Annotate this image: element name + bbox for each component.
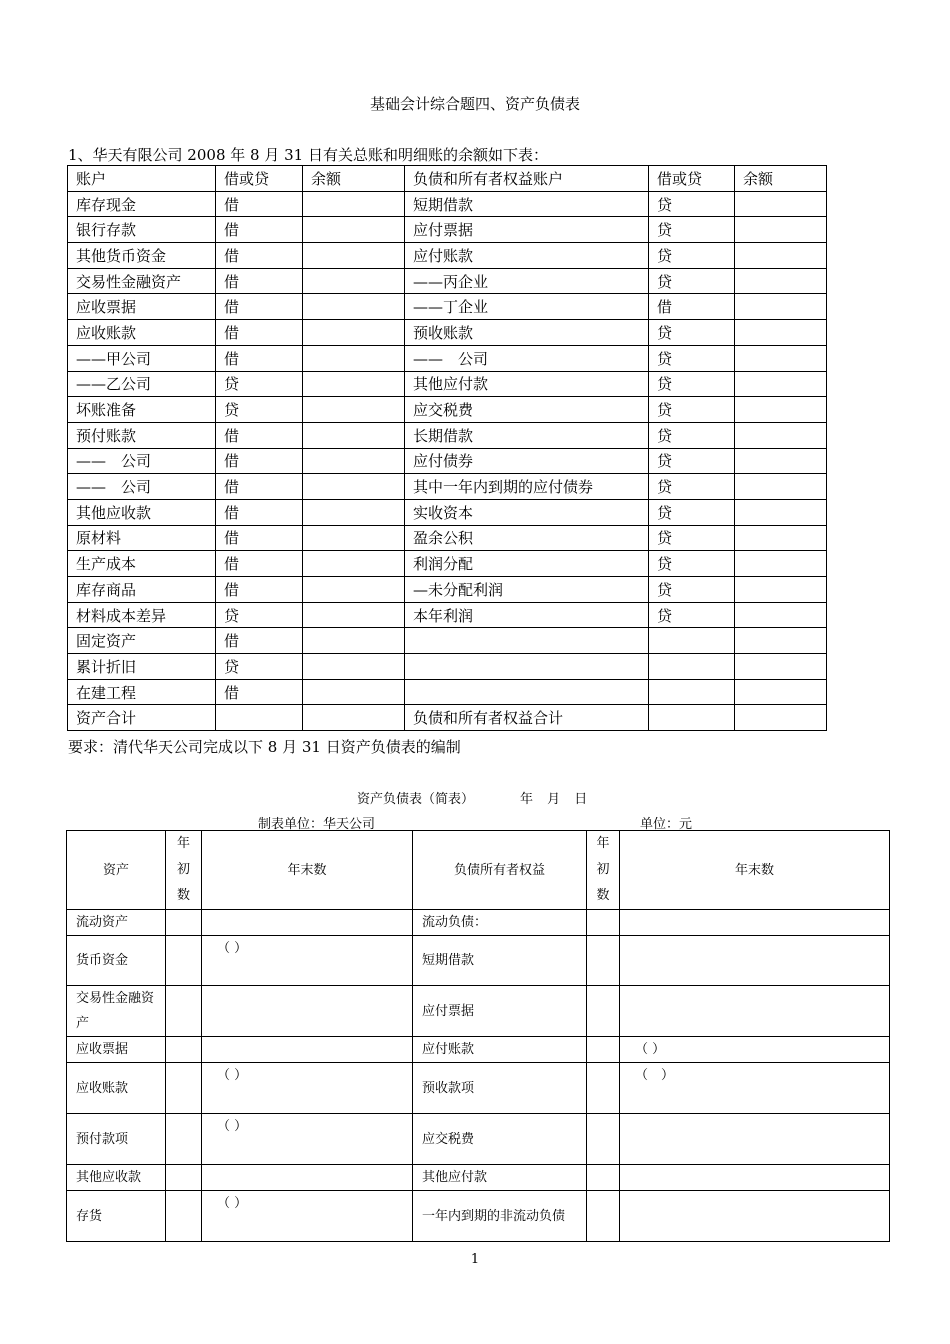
balance-sheet-row — [67, 936, 890, 986]
ledger-liability-account: 预收账款 — [405, 320, 649, 346]
ledger-liability-balance — [735, 191, 827, 217]
bs-asset-end — [202, 936, 413, 986]
ledger-liability-dc: 贷 — [649, 243, 735, 269]
ledger-asset-balance — [303, 243, 405, 269]
balance-sheet-row — [67, 1063, 890, 1114]
bs-liability-end-paren: （ ） — [635, 1042, 666, 1057]
ledger-asset-balance — [303, 294, 405, 320]
ledger-asset-balance — [303, 705, 405, 731]
bs-asset-item: 交易性金融资产 — [67, 986, 166, 1037]
ledger-liability-account: 应付票据 — [405, 217, 649, 243]
ledger-asset-account: ——乙公司 — [68, 371, 216, 397]
ledger-asset-dc: 借 — [216, 448, 303, 474]
ledger-liability-account: 盈余公积 — [405, 525, 649, 551]
vertical-header-text: 年 初 数 — [596, 836, 610, 903]
ledger-asset-account: 应收票据 — [68, 294, 216, 320]
ledger-asset-dc: 借 — [216, 577, 303, 603]
ledger-asset-account: 资产合计 — [68, 705, 216, 731]
ledger-liability-dc — [649, 705, 735, 731]
ledger-asset-dc: 借 — [216, 422, 303, 448]
ledger-liability-dc: 贷 — [649, 345, 735, 371]
header-liabilities: 负债所有者权益 — [413, 831, 587, 910]
ledger-liability-dc: 贷 — [649, 217, 735, 243]
bs-asset-end — [202, 1191, 413, 1242]
bs-asset-begin — [166, 1037, 202, 1063]
ledger-row — [68, 371, 827, 397]
intro-text: 1、华天有限公司 2008 年 8 月 31 日有关总账和明细账的余额如下表： — [68, 146, 548, 164]
ledger-row — [68, 577, 827, 603]
ledger-asset-dc: 借 — [216, 679, 303, 705]
ledger-asset-balance — [303, 191, 405, 217]
bs-asset-end — [202, 986, 413, 1037]
ledger-liability-account: 其中一年内到期的应付债券 — [405, 474, 649, 500]
bs-liability-begin — [587, 1191, 620, 1242]
ledger-asset-dc: 借 — [216, 345, 303, 371]
ledger-liability-dc: 贷 — [649, 397, 735, 423]
bs-liability-end — [620, 1191, 890, 1242]
ledger-asset-account: 累计折旧 — [68, 654, 216, 680]
ledger-row — [68, 268, 827, 294]
bs-liability-end — [620, 986, 890, 1037]
ledger-asset-account: 其他应收款 — [68, 499, 216, 525]
ledger-liability-balance — [735, 320, 827, 346]
ledger-asset-account: 坏账准备 — [68, 397, 216, 423]
ledger-liability-account: —— 公司 — [405, 345, 649, 371]
ledger-row — [68, 294, 827, 320]
ledger-asset-account: 交易性金融资产 — [68, 268, 216, 294]
ledger-liability-balance — [735, 397, 827, 423]
ledger-asset-dc: 借 — [216, 551, 303, 577]
page-title: 基础会计综合题四、资产负债表 — [369, 95, 580, 113]
ledger-liability-balance — [735, 294, 827, 320]
bs-liability-end-paren: （ ） — [635, 1068, 675, 1083]
ledger-liability-account: 应交税费 — [405, 397, 649, 423]
bs-liability-begin — [587, 1037, 620, 1063]
ledger-asset-dc: 贷 — [216, 397, 303, 423]
ledger-liability-dc: 贷 — [649, 577, 735, 603]
header-assets: 资产 — [67, 831, 166, 910]
balance-sheet-date: 年 月 日 — [520, 792, 588, 807]
ledger-liability-dc: 贷 — [649, 422, 735, 448]
ledger-liability-account: ——丙企业 — [405, 268, 649, 294]
ledger-asset-balance — [303, 628, 405, 654]
ledger-liability-dc — [649, 628, 735, 654]
balance-sheet-row — [67, 1165, 890, 1191]
ledger-asset-balance — [303, 320, 405, 346]
ledger-liability-dc: 贷 — [649, 191, 735, 217]
bs-asset-item: 货币资金 — [67, 936, 166, 986]
balance-sheet-table — [66, 830, 890, 1242]
ledger-asset-account: 生产成本 — [68, 551, 216, 577]
bs-asset-item: 应收账款 — [67, 1063, 166, 1114]
bs-asset-begin — [166, 1114, 202, 1165]
ledger-liability-balance — [735, 602, 827, 628]
bs-liability-item: 短期借款 — [413, 936, 587, 986]
ledger-liability-balance — [735, 422, 827, 448]
ledger-asset-account: 材料成本差异 — [68, 602, 216, 628]
ledger-asset-account: ——甲公司 — [68, 345, 216, 371]
bs-asset-item: 其他应收款 — [67, 1165, 166, 1191]
ledger-liability-dc: 贷 — [649, 448, 735, 474]
ledger-liability-account: ——丁企业 — [405, 294, 649, 320]
ledger-row — [68, 217, 827, 243]
balance-sheet-row — [67, 1191, 890, 1242]
ledger-asset-balance — [303, 679, 405, 705]
requirement-text: 要求：清代华天公司完成以下 8 月 31 日资产负债表的编制 — [68, 738, 461, 756]
ledger-asset-balance — [303, 525, 405, 551]
bs-liability-begin — [587, 986, 620, 1037]
bs-asset-begin — [166, 936, 202, 986]
bs-liability-item: 一年内到期的非流动负债 — [413, 1191, 587, 1242]
ledger-asset-dc: 借 — [216, 217, 303, 243]
ledger-asset-dc: 借 — [216, 320, 303, 346]
bs-asset-end — [202, 1063, 413, 1114]
ledger-row — [68, 191, 827, 217]
ledger-liability-balance — [735, 705, 827, 731]
ledger-header-cell: 账户 — [68, 166, 216, 192]
ledger-asset-account: —— 公司 — [68, 474, 216, 500]
ledger-table — [67, 165, 827, 731]
preparer-unit: 制表单位：华天公司 — [258, 817, 376, 832]
ledger-liability-account — [405, 654, 649, 680]
balance-sheet-row — [67, 1114, 890, 1165]
ledger-liability-account: 利润分配 — [405, 551, 649, 577]
bs-asset-end-paren: （ ） — [217, 1068, 248, 1083]
ledger-asset-account: —— 公司 — [68, 448, 216, 474]
ledger-liability-account: 长期借款 — [405, 422, 649, 448]
ledger-header-cell: 余额 — [303, 166, 405, 192]
ledger-asset-dc — [216, 705, 303, 731]
ledger-asset-dc: 借 — [216, 474, 303, 500]
ledger-asset-dc: 贷 — [216, 602, 303, 628]
header-begin-liab — [587, 831, 620, 910]
bs-liability-end — [620, 1165, 890, 1191]
ledger-liability-balance — [735, 243, 827, 269]
ledger-liability-account: —未分配利润 — [405, 577, 649, 603]
ledger-asset-balance — [303, 654, 405, 680]
bs-liability-begin — [587, 910, 620, 936]
ledger-liability-dc — [649, 654, 735, 680]
ledger-liability-balance — [735, 268, 827, 294]
ledger-liability-balance — [735, 628, 827, 654]
ledger-header-cell: 借或贷 — [649, 166, 735, 192]
ledger-row — [68, 679, 827, 705]
bs-liability-item: 其他应付款 — [413, 1165, 587, 1191]
ledger-asset-dc: 贷 — [216, 371, 303, 397]
ledger-asset-dc: 借 — [216, 243, 303, 269]
ledger-liability-balance — [735, 371, 827, 397]
ledger-liability-account: 应付账款 — [405, 243, 649, 269]
ledger-asset-account: 银行存款 — [68, 217, 216, 243]
ledger-header-row — [68, 166, 827, 192]
ledger-liability-balance — [735, 345, 827, 371]
bs-liability-item: 流动负债： — [413, 910, 587, 936]
ledger-liability-balance — [735, 448, 827, 474]
ledger-liability-dc: 贷 — [649, 602, 735, 628]
ledger-asset-account: 库存商品 — [68, 577, 216, 603]
bs-asset-begin — [166, 1165, 202, 1191]
ledger-row — [68, 654, 827, 680]
ledger-liability-account — [405, 628, 649, 654]
bs-asset-end-paren: （ ） — [217, 1119, 248, 1134]
ledger-asset-dc: 借 — [216, 268, 303, 294]
bs-asset-begin — [166, 1191, 202, 1242]
page-number: 1 — [470, 1252, 480, 1267]
ledger-header-cell: 余额 — [735, 166, 827, 192]
ledger-liability-dc: 贷 — [649, 551, 735, 577]
ledger-liability-dc: 贷 — [649, 499, 735, 525]
ledger-liability-balance — [735, 577, 827, 603]
ledger-liability-balance — [735, 217, 827, 243]
ledger-asset-balance — [303, 345, 405, 371]
balance-sheet-row — [67, 1037, 890, 1063]
ledger-asset-account: 原材料 — [68, 525, 216, 551]
ledger-header-cell: 借或贷 — [216, 166, 303, 192]
ledger-asset-account: 其他货币资金 — [68, 243, 216, 269]
balance-sheet-row — [67, 910, 890, 936]
ledger-row — [68, 474, 827, 500]
ledger-asset-balance — [303, 577, 405, 603]
ledger-asset-dc: 借 — [216, 628, 303, 654]
ledger-liability-balance — [735, 525, 827, 551]
bs-asset-item: 存货 — [67, 1191, 166, 1242]
ledger-liability-dc: 贷 — [649, 474, 735, 500]
bs-liability-begin — [587, 936, 620, 986]
bs-asset-end-paren: （ ） — [217, 941, 248, 956]
ledger-liability-account: 短期借款 — [405, 191, 649, 217]
ledger-asset-balance — [303, 551, 405, 577]
ledger-asset-account: 应收账款 — [68, 320, 216, 346]
ledger-asset-balance — [303, 371, 405, 397]
bs-asset-end — [202, 1037, 413, 1063]
ledger-liability-balance — [735, 551, 827, 577]
bs-liability-end — [620, 1037, 890, 1063]
ledger-header-cell: 负债和所有者权益账户 — [405, 166, 649, 192]
ledger-asset-balance — [303, 422, 405, 448]
ledger-row — [68, 422, 827, 448]
bs-asset-end — [202, 910, 413, 936]
ledger-liability-dc: 贷 — [649, 525, 735, 551]
vertical-header-text: 年 初 数 — [176, 836, 190, 903]
ledger-asset-dc: 借 — [216, 294, 303, 320]
ledger-row — [68, 628, 827, 654]
bs-asset-end-paren: （ ） — [217, 1196, 248, 1211]
money-unit: 单位：元 — [640, 817, 693, 832]
ledger-liability-dc: 贷 — [649, 371, 735, 397]
bs-asset-begin — [166, 986, 202, 1037]
bs-asset-begin — [166, 1063, 202, 1114]
bs-liability-end — [620, 910, 890, 936]
ledger-liability-dc: 借 — [649, 294, 735, 320]
ledger-asset-account: 固定资产 — [68, 628, 216, 654]
bs-asset-end — [202, 1114, 413, 1165]
ledger-asset-dc: 借 — [216, 191, 303, 217]
ledger-liability-dc — [649, 679, 735, 705]
ledger-asset-dc: 借 — [216, 525, 303, 551]
balance-sheet-header-row — [67, 831, 890, 910]
ledger-liability-balance — [735, 679, 827, 705]
ledger-row — [68, 320, 827, 346]
ledger-liability-account: 应付债券 — [405, 448, 649, 474]
bs-liability-end — [620, 1114, 890, 1165]
ledger-row — [68, 345, 827, 371]
ledger-row — [68, 551, 827, 577]
ledger-liability-balance — [735, 474, 827, 500]
bs-asset-item: 预付款项 — [67, 1114, 166, 1165]
ledger-liability-balance — [735, 654, 827, 680]
bs-liability-end — [620, 1063, 890, 1114]
bs-asset-begin — [166, 910, 202, 936]
ledger-row — [68, 602, 827, 628]
bs-asset-item: 应收票据 — [67, 1037, 166, 1063]
ledger-row — [68, 525, 827, 551]
bs-asset-item: 流动资产 — [67, 910, 166, 936]
ledger-liability-account: 其他应付款 — [405, 371, 649, 397]
ledger-row — [68, 499, 827, 525]
ledger-liability-account — [405, 679, 649, 705]
header-begin-assets — [166, 831, 202, 910]
bs-liability-end — [620, 936, 890, 986]
bs-liability-begin — [587, 1165, 620, 1191]
ledger-row — [68, 448, 827, 474]
ledger-liability-account: 本年利润 — [405, 602, 649, 628]
balance-sheet-title: 资产负债表（简表） — [357, 792, 475, 807]
ledger-asset-account: 库存现金 — [68, 191, 216, 217]
balance-sheet-row — [67, 986, 890, 1037]
ledger-asset-dc: 借 — [216, 499, 303, 525]
bs-liability-item: 应付账款 — [413, 1037, 587, 1063]
ledger-asset-balance — [303, 602, 405, 628]
ledger-asset-balance — [303, 474, 405, 500]
ledger-asset-dc: 贷 — [216, 654, 303, 680]
header-end-liab: 年末数 — [620, 831, 890, 910]
ledger-asset-balance — [303, 217, 405, 243]
bs-liability-item: 应交税费 — [413, 1114, 587, 1165]
bs-liability-item: 应付票据 — [413, 986, 587, 1037]
ledger-row — [68, 397, 827, 423]
bs-liability-begin — [587, 1114, 620, 1165]
ledger-asset-balance — [303, 268, 405, 294]
ledger-asset-account: 在建工程 — [68, 679, 216, 705]
ledger-asset-balance — [303, 448, 405, 474]
ledger-asset-balance — [303, 397, 405, 423]
ledger-row — [68, 243, 827, 269]
ledger-liability-balance — [735, 499, 827, 525]
bs-asset-end — [202, 1165, 413, 1191]
ledger-liability-dc: 贷 — [649, 320, 735, 346]
ledger-row — [68, 705, 827, 731]
ledger-liability-account: 实收资本 — [405, 499, 649, 525]
bs-liability-item: 预收款项 — [413, 1063, 587, 1114]
ledger-liability-account: 负债和所有者权益合计 — [405, 705, 649, 731]
bs-liability-begin — [587, 1063, 620, 1114]
header-end-assets: 年末数 — [202, 831, 413, 910]
ledger-asset-account: 预付账款 — [68, 422, 216, 448]
ledger-asset-balance — [303, 499, 405, 525]
ledger-liability-dc: 贷 — [649, 268, 735, 294]
